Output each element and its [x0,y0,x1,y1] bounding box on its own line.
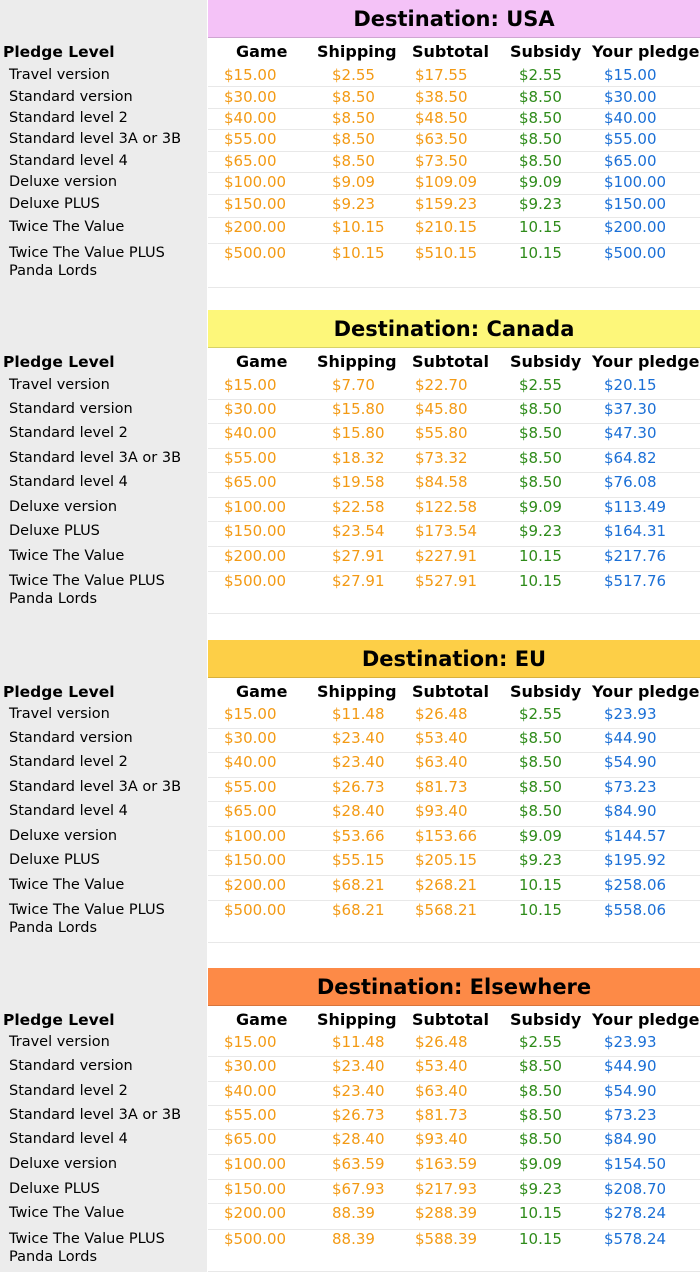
table-row [0,1082,700,1106]
game-price: $40.00 [224,753,277,771]
subsidy-value: $9.09 [519,827,562,845]
header-game: Game [236,682,288,701]
subtotal-value: $588.39 [415,1230,478,1248]
game-price: $55.00 [224,130,277,148]
header-game: Game [236,352,288,371]
table-row [0,244,700,288]
table-row [0,1230,700,1272]
pledge-level-label: Deluxe PLUS [9,196,100,212]
shipping-cost: $11.48 [332,1033,385,1051]
pledge-level-label: Standard level 2 [9,754,128,770]
header-subtotal: Subtotal [412,352,489,371]
your-pledge-value: $37.30 [604,400,657,418]
pledge-level-label: Standard level 2 [9,1083,128,1099]
pledge-level-label: Deluxe version [9,828,118,844]
subsidy-value: $8.50 [519,802,562,820]
table-row [0,851,700,876]
pledge-level-label: Twice The Value [9,219,125,235]
game-price: $30.00 [224,1057,277,1075]
subsidy-value: $8.50 [519,1130,562,1148]
table-row [0,572,700,614]
game-price: $65.00 [224,152,277,170]
subsidy-value: $8.50 [519,152,562,170]
header-shipping: Shipping [317,682,397,701]
subsidy-value: $8.50 [519,449,562,467]
pledge-level-label: Standard level 3A or 3B [9,1107,182,1123]
your-pledge-value: $208.70 [604,1180,667,1198]
subsidy-value: $9.23 [519,522,562,540]
shipping-cost: $55.15 [332,851,385,869]
shipping-cost: $8.50 [332,130,375,148]
subsidy-value: $8.50 [519,130,562,148]
table-row [0,1057,700,1082]
game-price: $200.00 [224,1204,287,1222]
subtotal-value: $122.58 [415,498,478,516]
subtotal-value: $527.91 [415,572,478,590]
subsidy-value: $8.50 [519,753,562,771]
header-your-pledge: Your pledge [592,1010,700,1029]
subtotal-value: $205.15 [415,851,478,869]
table-row [0,400,700,424]
your-pledge-value: $54.90 [604,1082,657,1100]
subsidy-value: 10.15 [519,547,562,565]
your-pledge-value: $113.49 [604,498,667,516]
pledge-level-label: Deluxe version [9,1156,118,1172]
your-pledge-value: $195.92 [604,851,667,869]
your-pledge-value: $154.50 [604,1155,667,1173]
shipping-cost: $26.73 [332,1106,385,1124]
pledge-level-label: Standard level 4 [9,1131,128,1147]
shipping-cost: $7.70 [332,376,375,394]
table-row [0,753,700,778]
subtotal-value: $26.48 [415,1033,468,1051]
your-pledge-value: $20.15 [604,376,657,394]
header-subsidy: Subsidy [510,682,582,701]
subsidy-value: $9.09 [519,498,562,516]
subtotal-value: $81.73 [415,778,468,796]
subsidy-value: $8.50 [519,88,562,106]
header-pledge-level: Pledge Level [3,43,115,61]
row-divider [208,86,700,87]
shipping-cost: $9.23 [332,195,375,213]
your-pledge-value: $47.30 [604,424,657,442]
shipping-cost: $28.40 [332,802,385,820]
game-price: $15.00 [224,705,277,723]
subtotal-value: $210.15 [415,218,478,236]
your-pledge-value: $30.00 [604,88,657,106]
game-price: $65.00 [224,473,277,491]
pledge-level-label: Deluxe PLUS [9,852,100,868]
table-row [0,778,700,802]
shipping-cost: $63.59 [332,1155,385,1173]
shipping-cost: $10.15 [332,244,385,262]
pledge-level-label: Standard version [9,1058,133,1074]
table-row [0,376,700,400]
game-price: $30.00 [224,729,277,747]
subsidy-value: 10.15 [519,901,562,919]
table-row [0,218,700,244]
pledge-level-label: Deluxe PLUS [9,523,100,539]
header-subtotal: Subtotal [412,682,489,701]
shipping-cost: $68.21 [332,901,385,919]
table-row [0,66,700,87]
your-pledge-value: $217.76 [604,547,667,565]
table-row [0,1033,700,1057]
subsidy-value: 10.15 [519,244,562,262]
subsidy-value: $8.50 [519,729,562,747]
game-price: $55.00 [224,1106,277,1124]
subsidy-value: $9.09 [519,1155,562,1173]
shipping-cost: $68.21 [332,876,385,894]
subsidy-value: $2.55 [519,376,562,394]
your-pledge-value: $23.93 [604,705,657,723]
your-pledge-value: $84.90 [604,1130,657,1148]
table-row [0,802,700,827]
header-pledge-level: Pledge Level [3,683,115,701]
pledge-level-label: Standard level 2 [9,110,128,126]
shipping-cost: $15.80 [332,424,385,442]
subtotal-value: $93.40 [415,1130,468,1148]
game-price: $100.00 [224,173,287,191]
shipping-cost: $19.58 [332,473,385,491]
game-price: $65.00 [224,1130,277,1148]
shipping-cost: $26.73 [332,778,385,796]
pledge-level-label: Deluxe PLUS [9,1181,100,1197]
subtotal-value: $38.50 [415,88,468,106]
subtotal-value: $53.40 [415,1057,468,1075]
subtotal-value: $55.80 [415,424,468,442]
game-price: $30.00 [224,400,277,418]
row-divider [208,287,700,288]
shipping-cost: $8.50 [332,109,375,127]
your-pledge-value: $44.90 [604,1057,657,1075]
shipping-cost: $53.66 [332,827,385,845]
destination-banner: Destination: Canada [208,310,700,348]
header-game: Game [236,42,288,61]
subtotal-value: $26.48 [415,705,468,723]
game-price: $55.00 [224,778,277,796]
game-price: $200.00 [224,547,287,565]
your-pledge-value: $23.93 [604,1033,657,1051]
pledge-level-label: Standard level 3A or 3B [9,131,182,147]
subsidy-value: $8.50 [519,424,562,442]
subsidy-value: $8.50 [519,1106,562,1124]
subtotal-value: $163.59 [415,1155,478,1173]
subsidy-value: 10.15 [519,876,562,894]
your-pledge-value: $144.57 [604,827,667,845]
table-row [0,449,700,473]
shipping-cost: $9.09 [332,173,375,191]
game-price: $500.00 [224,1230,287,1248]
subtotal-value: $288.39 [415,1204,478,1222]
table-row [0,173,700,195]
your-pledge-value: $500.00 [604,244,667,262]
header-subtotal: Subtotal [412,1010,489,1029]
table-row [0,152,700,173]
shipping-cost: $27.91 [332,572,385,590]
your-pledge-value: $73.23 [604,1106,657,1124]
subtotal-value: $173.54 [415,522,478,540]
your-pledge-value: $558.06 [604,901,667,919]
table-row [0,827,700,851]
pledge-level-label: Standard level 4 [9,474,128,490]
subtotal-value: $73.50 [415,152,468,170]
game-price: $65.00 [224,802,277,820]
pledge-level-label: Twice The Value [9,1205,125,1221]
subtotal-value: $227.91 [415,547,478,565]
subsidy-value: 10.15 [519,1230,562,1248]
table-row [0,1204,700,1230]
your-pledge-value: $200.00 [604,218,667,236]
subsidy-value: $8.50 [519,109,562,127]
row-divider [208,613,700,614]
pledge-level-label: Deluxe version [9,499,118,515]
subsidy-value: 10.15 [519,218,562,236]
your-pledge-value: $258.06 [604,876,667,894]
pledge-level-label: Travel version [9,1034,110,1050]
subsidy-value: 10.15 [519,572,562,590]
table-row [0,473,700,498]
subtotal-value: $22.70 [415,376,468,394]
subsidy-value: $8.50 [519,1057,562,1075]
subtotal-value: $510.15 [415,244,478,262]
pledge-level-label: Twice The Value [9,877,125,893]
shipping-cost: $8.50 [332,152,375,170]
game-price: $200.00 [224,876,287,894]
pledge-level-label: Twice The Value PLUS Panda Lords [9,573,165,607]
shipping-cost: $11.48 [332,705,385,723]
header-subtotal: Subtotal [412,42,489,61]
header-your-pledge: Your pledge [592,42,700,61]
pledge-level-label: Travel version [9,377,110,393]
subsidy-value: $2.55 [519,1033,562,1051]
game-price: $500.00 [224,244,287,262]
subtotal-value: $568.21 [415,901,478,919]
game-price: $150.00 [224,522,287,540]
game-price: $30.00 [224,88,277,106]
table-row [0,1130,700,1155]
subtotal-value: $63.40 [415,1082,468,1100]
your-pledge-value: $15.00 [604,66,657,84]
table-row [0,1180,700,1204]
your-pledge-value: $55.00 [604,130,657,148]
subtotal-value: $45.80 [415,400,468,418]
table-row [0,901,700,943]
game-price: $500.00 [224,901,287,919]
header-shipping: Shipping [317,352,397,371]
shipping-cost: $28.40 [332,1130,385,1148]
game-price: $500.00 [224,572,287,590]
shipping-cost: $10.15 [332,218,385,236]
game-price: $100.00 [224,827,287,845]
pledge-level-label: Standard version [9,89,133,105]
header-shipping: Shipping [317,1010,397,1029]
table-row [0,498,700,522]
shipping-cost: $22.58 [332,498,385,516]
game-price: $40.00 [224,1082,277,1100]
shipping-cost: $23.40 [332,729,385,747]
subsidy-value: $8.50 [519,400,562,418]
subsidy-value: $9.23 [519,195,562,213]
table-row [0,1155,700,1180]
subsidy-value: $8.50 [519,778,562,796]
header-your-pledge: Your pledge [592,682,700,701]
your-pledge-value: $150.00 [604,195,667,213]
shipping-cost: $67.93 [332,1180,385,1198]
your-pledge-value: $73.23 [604,778,657,796]
header-subsidy: Subsidy [510,1010,582,1029]
header-shipping: Shipping [317,42,397,61]
game-price: $40.00 [224,109,277,127]
pledge-level-label: Deluxe version [9,174,118,190]
your-pledge-value: $517.76 [604,572,667,590]
table-row [0,876,700,901]
subsidy-value: $2.55 [519,705,562,723]
subtotal-value: $93.40 [415,802,468,820]
subtotal-value: $153.66 [415,827,478,845]
subtotal-value: $109.09 [415,173,478,191]
pledge-level-label: Standard level 4 [9,153,128,169]
game-price: $15.00 [224,1033,277,1051]
subsidy-value: $8.50 [519,473,562,491]
pledge-level-label: Standard level 3A or 3B [9,450,182,466]
subtotal-value: $217.93 [415,1180,478,1198]
subsidy-value: 10.15 [519,1204,562,1222]
table-row [0,729,700,753]
pledge-level-label: Twice The Value [9,548,125,564]
pledge-level-label: Twice The Value PLUS Panda Lords [9,245,165,279]
pledge-level-label: Standard level 3A or 3B [9,779,182,795]
shipping-cost: $27.91 [332,547,385,565]
table-row [0,522,700,547]
shipping-cost: $15.80 [332,400,385,418]
row-divider [208,942,700,943]
pledge-level-label: Twice The Value PLUS Panda Lords [9,902,165,936]
header-subsidy: Subsidy [510,42,582,61]
game-price: $40.00 [224,424,277,442]
subsidy-value: $9.23 [519,1180,562,1198]
shipping-cost: $23.40 [332,1057,385,1075]
shipping-cost: $23.40 [332,1082,385,1100]
subtotal-value: $159.23 [415,195,478,213]
shipping-cost: 88.39 [332,1204,375,1222]
header-pledge-level: Pledge Level [3,1011,115,1029]
game-price: $150.00 [224,851,287,869]
your-pledge-value: $578.24 [604,1230,667,1248]
your-pledge-value: $44.90 [604,729,657,747]
subsidy-value: $2.55 [519,66,562,84]
subsidy-value: $8.50 [519,1082,562,1100]
table-row [0,88,700,109]
destination-banner: Destination: Elsewhere [208,968,700,1006]
pledge-level-label: Standard version [9,401,133,417]
subtotal-value: $81.73 [415,1106,468,1124]
table-row [0,130,700,152]
subtotal-value: $48.50 [415,109,468,127]
table-row [0,424,700,449]
subtotal-value: $268.21 [415,876,478,894]
your-pledge-value: $65.00 [604,152,657,170]
pledge-level-label: Twice The Value PLUS Panda Lords [9,1231,165,1265]
subsidy-value: $9.09 [519,173,562,191]
your-pledge-value: $100.00 [604,173,667,191]
shipping-cost: $8.50 [332,88,375,106]
your-pledge-value: $84.90 [604,802,657,820]
subtotal-value: $84.58 [415,473,468,491]
shipping-cost: $2.55 [332,66,375,84]
subtotal-value: $63.40 [415,753,468,771]
subtotal-value: $73.32 [415,449,468,467]
subtotal-value: $17.55 [415,66,468,84]
your-pledge-value: $64.82 [604,449,657,467]
shipping-cost: $18.32 [332,449,385,467]
game-price: $15.00 [224,376,277,394]
table-row [0,705,700,729]
shipping-cost: 88.39 [332,1230,375,1248]
your-pledge-value: $76.08 [604,473,657,491]
table-row [0,195,700,218]
table-row [0,1106,700,1130]
game-price: $150.00 [224,1180,287,1198]
game-price: $150.00 [224,195,287,213]
header-subsidy: Subsidy [510,352,582,371]
subtotal-value: $63.50 [415,130,468,148]
your-pledge-value: $164.31 [604,522,667,540]
game-price: $100.00 [224,1155,287,1173]
table-row [0,109,700,130]
your-pledge-value: $40.00 [604,109,657,127]
game-price: $55.00 [224,449,277,467]
shipping-cost: $23.54 [332,522,385,540]
pledge-level-label: Standard level 2 [9,425,128,441]
game-price: $200.00 [224,218,287,236]
pledge-level-label: Travel version [9,706,110,722]
header-game: Game [236,1010,288,1029]
game-price: $100.00 [224,498,287,516]
subsidy-value: $9.23 [519,851,562,869]
game-price: $15.00 [224,66,277,84]
pledge-level-label: Standard version [9,730,133,746]
header-your-pledge: Your pledge [592,352,700,371]
your-pledge-value: $278.24 [604,1204,667,1222]
shipping-cost: $23.40 [332,753,385,771]
pledge-level-label: Travel version [9,67,110,83]
subtotal-value: $53.40 [415,729,468,747]
destination-banner: Destination: USA [208,0,700,38]
pledge-level-label: Standard level 4 [9,803,128,819]
destination-banner: Destination: EU [208,640,700,678]
your-pledge-value: $54.90 [604,753,657,771]
table-row [0,547,700,572]
header-pledge-level: Pledge Level [3,353,115,371]
